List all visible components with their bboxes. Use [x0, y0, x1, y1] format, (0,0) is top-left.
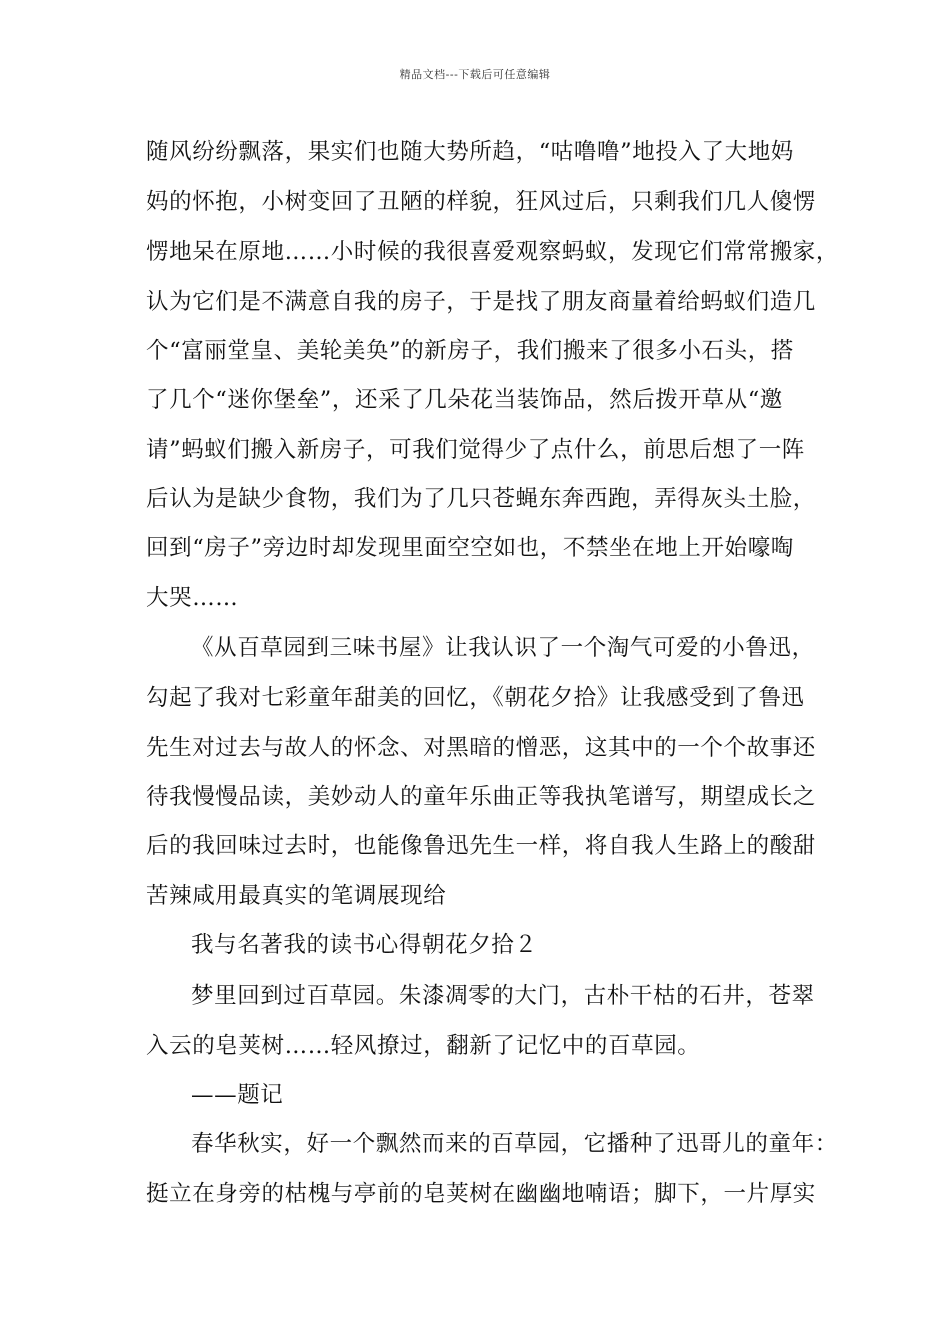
text-line: 后的我回味过去时，也能像鲁迅先生一样，将自我人生路上的酸甜	[146, 833, 816, 859]
text-line: 随风纷纷飘落，果实们也随大势所趋，“咕噜噜”地投入了大地妈	[146, 139, 794, 165]
text-line: 回到“房子”旁边时却发现里面空空如也，不禁坐在地上开始嚎啕	[146, 535, 794, 561]
text-line: 认为它们是不满意自我的房子，于是找了朋友商量着给蚂蚁们造几	[146, 289, 816, 315]
text-line: 先生对过去与故人的怀念、对黑暗的憎恶，这其中的一个个故事还	[146, 735, 816, 761]
text-line: 妈的怀抱，小树变回了丑陋的样貌，狂风过后，只剩我们几人傻愣	[146, 189, 816, 215]
text-line: 请”蚂蚁们搬入新房子，可我们觉得少了点什么，前思后想了一阵	[146, 437, 805, 463]
text-line: 愣地呆在原地……小时候的我很喜爱观察蚂蚁，发现它们常常搬家，	[146, 239, 840, 265]
text-line: 入云的皂荚树……轻风撩过，翻新了记忆中的百草园。	[146, 1033, 701, 1059]
text-line: 勾起了我对七彩童年甜美的回忆，《朝花夕拾》让我感受到了鲁迅	[146, 685, 805, 711]
text-line: 挺立在身旁的枯槐与亭前的皂荚树在幽幽地喃语；脚下，一片厚实	[146, 1181, 816, 1207]
paragraph-start-line: 春华秋实，好一个飘然而来的百草园，它播种了迅哥儿的童年：	[191, 1131, 838, 1157]
text-line: 待我慢慢品读，美妙动人的童年乐曲正等我执笔谱写，期望成长之	[146, 784, 816, 810]
text-line: 个“富丽堂皇、美轮美奂”的新房子，我们搬来了很多小石头，搭	[146, 338, 794, 364]
text-line: 后认为是缺少食物，我们为了几只苍蝇东奔西跑，弄得灰头土脸，	[146, 486, 816, 512]
paragraph-start-line: 《从百草园到三味书屋》让我认识了一个淘气可爱的小鲁迅，	[191, 635, 815, 661]
page-header: 精品文档---下载后可任意编辑	[399, 68, 551, 81]
epigraph-attribution: ——题记	[191, 1082, 284, 1108]
section-title: 我与名著我的读书心得朝花夕拾２	[191, 932, 538, 958]
text-line: 大哭……	[146, 585, 239, 611]
text-line: 苦辣咸用最真实的笔调展现给	[146, 883, 447, 909]
paragraph-start-line: 梦里回到过百草园。朱漆凋零的大门，古朴干枯的石井，苍翠	[191, 983, 815, 1009]
text-line: 了几个“迷你堡垒”，还采了几朵花当装饰品，然后拨开草从“邀	[146, 387, 783, 413]
